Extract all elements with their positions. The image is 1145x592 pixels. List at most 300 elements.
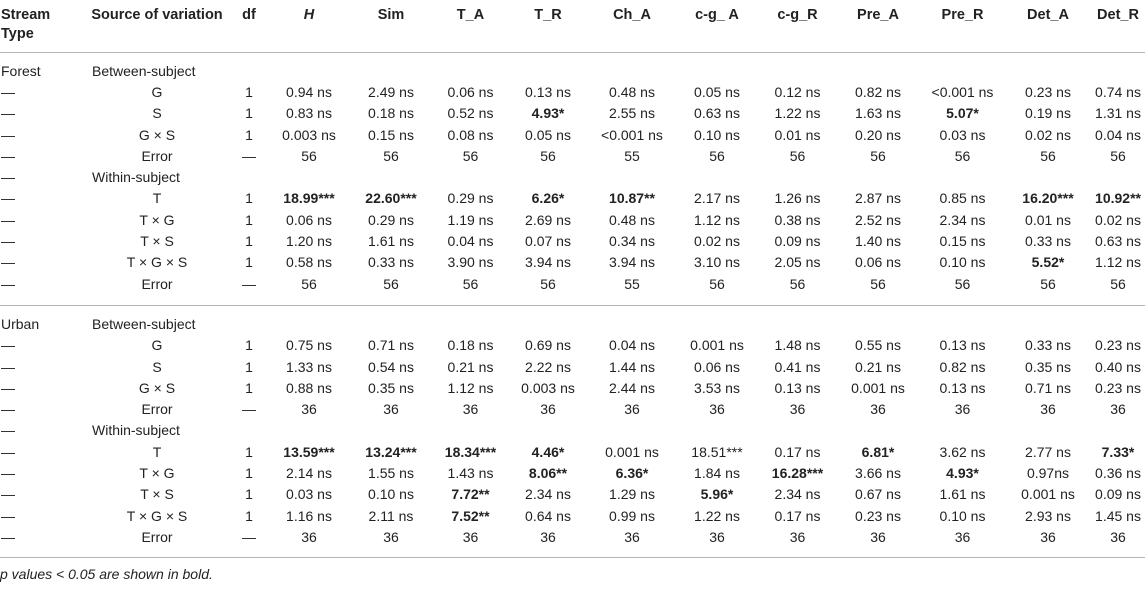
value-cell: 1.43 ns [447,464,494,481]
value-cell: 2.77 ns [1025,443,1071,460]
df-cell: 1 [245,379,253,396]
value-cell: 0.05 ns [694,83,740,100]
table-row [0,463,1145,484]
source-cell: G × S [138,126,176,143]
value-cell: 0.003 ns [282,126,336,143]
value-cell: 56 [1040,275,1056,292]
value-cell: 0.001 ns [605,443,659,460]
value-cell: 0.52 ns [447,105,494,122]
value-cell: 56 [1040,147,1056,164]
value-cell: 0.64 ns [525,507,571,524]
value-cell: 56 [709,275,725,292]
value-cell: 56 [954,275,971,292]
value-cell: 1.12 ns [447,379,494,396]
table-row [0,103,1145,124]
value-cell: 0.38 ns [774,211,821,228]
value-cell: 1.22 ns [694,507,740,524]
value-cell: 0.74 ns [1095,83,1141,100]
table-row [0,82,1145,103]
value-cell: 2.44 ns [609,379,655,396]
source-header: Source of variation [91,7,223,23]
value-cell: 18.51*** [691,443,743,460]
col-header-pre-a: Pre_A [857,7,899,23]
df-cell: 1 [245,443,253,460]
value-cell: 0.001 ns [1021,486,1075,503]
value-cell: 0.13 ns [939,379,986,396]
value-cell: 36 [624,401,640,418]
df-cell: 1 [245,254,253,271]
value-cell: 2.14 ns [286,464,332,481]
value-cell: 0.06 ns [694,358,740,375]
value-cell: 0.55 ns [855,337,901,354]
value-cell: 5.52* [1031,254,1065,271]
source-cell: T [152,443,162,460]
value-cell: 7.52** [451,507,490,524]
value-cell: 0.29 ns [368,211,414,228]
value-cell: 2.55 ns [609,105,655,122]
value-cell: 0.71 ns [1025,379,1071,396]
value-cell: 36 [383,401,399,418]
value-cell: 0.10 ns [694,126,740,143]
value-cell: 56 [1110,147,1126,164]
value-cell: 6.81* [861,443,895,460]
value-cell: 0.001 ns [851,379,905,396]
value-cell: 0.23 ns [1095,379,1141,396]
value-cell: 8.06** [528,464,568,481]
value-cell: 0.09 ns [774,233,821,250]
value-cell: 5.07* [946,105,979,122]
value-cell: 1.26 ns [774,190,821,207]
stream-type-cell: — [1,105,15,122]
value-cell: 0.10 ns [939,254,986,271]
value-cell: 0.10 ns [368,486,414,503]
value-cell: 1.31 ns [1095,105,1141,122]
table-row [0,335,1145,356]
value-cell: 2.34 ns [774,486,821,503]
value-cell: 0.36 ns [1095,464,1141,481]
table-row [0,442,1145,463]
value-cell: 0.04 ns [447,233,494,250]
footnote: p values < 0.05 are shown in bold. [0,566,213,583]
value-cell: 13.59*** [283,443,335,460]
col-header-pre-r: Pre_R [941,7,984,23]
source-cell: Error [141,528,173,545]
source-cell: T × G × S [126,254,188,271]
value-cell: 0.88 ns [286,379,332,396]
table-row [0,273,1145,305]
value-cell: 0.75 ns [286,337,332,354]
value-cell: 0.35 ns [368,379,414,396]
value-cell: 0.17 ns [774,443,821,460]
group-header-row [0,52,1145,82]
stream-type-cell: — [1,211,15,228]
value-cell: 0.03 ns [939,126,986,143]
value-cell: 3.66 ns [855,464,901,481]
value-cell: 18.99*** [283,190,335,207]
value-cell: 0.21 ns [447,358,494,375]
df-cell: 1 [245,507,253,524]
value-cell: 0.003 ns [521,379,575,396]
df-header: df [242,7,256,23]
col-header-det-a: Det_A [1027,7,1069,23]
value-cell: 2.17 ns [694,190,740,207]
value-cell: 0.17 ns [774,507,821,524]
table-row [0,231,1145,252]
stream-type-cell: — [1,507,15,524]
value-cell: 0.40 ns [1095,358,1141,375]
urban-section [0,305,1145,557]
source-cell: Error [141,147,173,164]
value-cell: 3.53 ns [694,379,740,396]
value-cell: 2.22 ns [525,358,571,375]
value-cell: 18.34*** [444,443,497,460]
value-cell: 2.34 ns [939,211,986,228]
value-cell: 0.06 ns [447,83,494,100]
value-cell: 1.45 ns [1095,507,1141,524]
table-row [0,505,1145,526]
header-row [0,0,1145,52]
source-cell: T × S [140,233,174,250]
value-cell: 36 [301,528,317,545]
value-cell: 56 [870,275,886,292]
df-cell: 1 [245,358,253,375]
value-cell: 0.33 ns [1025,337,1071,354]
table-row [0,378,1145,399]
value-cell: 7.33* [1101,443,1135,460]
value-cell: 36 [709,401,725,418]
source-cell: G [151,337,163,354]
value-cell: 1.55 ns [368,464,414,481]
value-cell: 0.63 ns [694,105,740,122]
source-cell: Error [141,401,173,418]
stream-type-cell: — [1,401,15,418]
value-cell: 1.48 ns [774,337,821,354]
value-cell: 0.15 ns [939,233,986,250]
value-cell: 56 [540,147,556,164]
stream-type-cell: — [1,169,15,186]
value-cell: 0.67 ns [855,486,901,503]
source-cell: T × G [139,211,175,228]
stream-type-cell: — [1,528,15,545]
df-cell: 1 [245,105,253,122]
table-row [0,124,1145,145]
value-cell: 0.05 ns [525,126,571,143]
stream-type-cell: Forest [1,62,41,79]
stream-type-cell: — [1,254,15,271]
value-cell: 0.23 ns [855,507,901,524]
value-cell: 0.001 ns [690,337,744,354]
value-cell: 55 [624,147,640,164]
value-cell: 0.82 ns [939,358,986,375]
value-cell: 0.34 ns [609,233,655,250]
value-cell: 56 [383,275,399,292]
source-cell: Error [141,275,173,292]
value-cell: 16.28*** [771,464,824,481]
value-cell: 36 [1040,401,1056,418]
value-cell: 1.33 ns [286,358,332,375]
value-cell: 36 [383,528,399,545]
value-cell: 0.12 ns [774,83,821,100]
value-cell: 2.52 ns [855,211,901,228]
value-cell: 0.19 ns [1025,105,1071,122]
value-cell: 6.26* [531,190,565,207]
df-cell: 1 [245,211,253,228]
value-cell: 5.96* [700,486,734,503]
table-row [0,356,1145,377]
stream-type-cell: — [1,83,15,100]
value-cell: 36 [624,528,640,545]
value-cell: 4.93* [531,105,565,122]
value-cell: 3.94 ns [609,254,655,271]
value-cell: 0.02 ns [1025,126,1071,143]
value-cell: 0.09 ns [1095,486,1141,503]
value-cell: 2.11 ns [368,507,414,524]
value-cell: 36 [870,401,886,418]
value-cell: 3.90 ns [447,254,494,271]
table-row [0,188,1145,209]
value-cell: 2.49 ns [368,83,414,100]
value-cell: 55 [624,275,640,292]
value-cell: 36 [709,528,725,545]
value-cell: 1.40 ns [855,233,901,250]
value-cell: 56 [1110,275,1126,292]
df-cell: 1 [245,83,253,100]
value-cell: 0.48 ns [609,83,655,100]
value-cell: 0.20 ns [855,126,901,143]
value-cell: 0.41 ns [774,358,821,375]
value-cell: 0.08 ns [447,126,494,143]
forest-section [0,52,1145,305]
value-cell: 36 [789,401,806,418]
group-label: Within-subject [92,422,180,439]
value-cell: 0.33 ns [1025,233,1071,250]
value-cell: 0.13 ns [525,83,571,100]
stream-type-cell: — [1,337,15,354]
value-cell: 0.01 ns [774,126,821,143]
value-cell: 36 [540,401,556,418]
value-cell: 4.93* [946,464,979,481]
df-cell: 1 [245,464,253,481]
stream-type-cell: — [1,464,15,481]
stream-type-cell: — [1,190,15,207]
value-cell: 0.85 ns [939,190,986,207]
source-cell: T × G [139,464,175,481]
value-cell: 0.69 ns [525,337,571,354]
value-cell: 0.58 ns [286,254,332,271]
df-cell: — [242,147,256,164]
value-cell: 56 [540,275,556,292]
value-cell: 0.29 ns [447,190,494,207]
value-cell: 56 [789,275,806,292]
value-cell: 56 [462,275,479,292]
value-cell: 0.13 ns [939,337,986,354]
value-cell: 1.22 ns [774,105,821,122]
source-cell: G × S [138,379,176,396]
value-cell: 36 [462,401,479,418]
value-cell: 1.61 ns [368,233,414,250]
value-cell: 1.29 ns [609,486,655,503]
value-cell: 56 [954,147,971,164]
value-cell: 2.34 ns [525,486,571,503]
value-cell: 2.93 ns [1025,507,1071,524]
value-cell: <0.001 ns [931,83,994,100]
value-cell: 0.02 ns [694,233,740,250]
stream-type-cell: — [1,486,15,503]
df-cell: 1 [245,190,253,207]
df-cell: 1 [245,337,253,354]
col-header-cg-a: c-g_ A [695,7,739,23]
table-row [0,146,1145,167]
value-cell: 0.48 ns [609,211,655,228]
stream-type-cell: — [1,275,15,292]
value-cell: 1.84 ns [694,464,740,481]
value-cell: 0.01 ns [1025,211,1071,228]
value-cell: 4.46* [531,443,565,460]
source-cell: T [152,190,162,207]
value-cell: 0.99 ns [609,507,655,524]
col-header-h: H [303,7,315,23]
value-cell: 0.15 ns [368,126,414,143]
source-cell: T × G × S [126,507,188,524]
col-header-det-r: Det_R [1097,7,1139,23]
value-cell: 0.18 ns [368,105,414,122]
value-cell: 0.54 ns [368,358,414,375]
df-cell: 1 [245,233,253,250]
value-cell: 0.35 ns [1025,358,1071,375]
value-cell: 3.94 ns [525,254,571,271]
group-header-row [0,167,1145,188]
value-cell: 0.94 ns [286,83,332,100]
stream-type-header: Stream Type [1,7,51,42]
value-cell: 0.23 ns [1025,83,1071,100]
group-label: Between-subject [92,315,196,332]
group-label: Within-subject [92,169,180,186]
value-cell: 36 [1110,401,1126,418]
table-row [0,399,1145,420]
value-cell: 16.20*** [1022,190,1074,207]
value-cell: 36 [540,528,556,545]
stream-type-cell: Urban [1,315,40,332]
value-cell: 0.07 ns [525,233,571,250]
value-cell: 2.05 ns [774,254,821,271]
value-cell: 0.03 ns [286,486,332,503]
value-cell: 56 [301,275,317,292]
group-header-row [0,420,1145,441]
value-cell: 56 [709,147,725,164]
value-cell: 56 [789,147,806,164]
value-cell: 36 [789,528,806,545]
value-cell: 0.82 ns [855,83,901,100]
group-header-row [0,305,1145,335]
value-cell: 36 [954,401,971,418]
value-cell: 3.10 ns [694,254,740,271]
value-cell: 36 [1110,528,1126,545]
value-cell: 1.61 ns [939,486,986,503]
value-cell: 36 [870,528,886,545]
stream-type-cell: — [1,233,15,250]
value-cell: 0.06 ns [855,254,901,271]
value-cell: 1.63 ns [855,105,901,122]
value-cell: 10.87** [609,190,655,207]
value-cell: 2.69 ns [525,211,571,228]
value-cell: 0.63 ns [1095,233,1141,250]
col-header-ch-a: Ch_A [613,7,651,23]
value-cell: 0.71 ns [368,337,414,354]
value-cell: 36 [301,401,317,418]
stream-type-cell: — [1,379,15,396]
table-row [0,252,1145,273]
stream-type-cell: — [1,126,15,143]
value-cell: 1.12 ns [1095,254,1141,271]
value-cell: <0.001 ns [601,126,663,143]
df-cell: — [242,275,256,292]
table-row [0,210,1145,231]
value-cell: 10.92** [1095,190,1141,207]
value-cell: 56 [462,147,479,164]
df-cell: 1 [245,486,253,503]
table-row [0,527,1145,558]
value-cell: 0.13 ns [774,379,821,396]
stream-type-cell: — [1,147,15,164]
value-cell: 1.12 ns [694,211,740,228]
value-cell: 13.24*** [365,443,417,460]
col-header-t-r: T_R [534,7,562,23]
value-cell: 0.23 ns [1095,337,1141,354]
col-header-t-a: T_A [456,7,485,23]
value-cell: 0.02 ns [1095,211,1141,228]
value-cell: 0.04 ns [1095,126,1141,143]
value-cell: 0.97ns [1026,464,1070,481]
value-cell: 22.60*** [365,190,417,207]
value-cell: 2.87 ns [855,190,901,207]
source-cell: S [152,358,162,375]
value-cell: 6.36* [615,464,649,481]
value-cell: 7.72** [451,486,490,503]
value-cell: 0.06 ns [286,211,332,228]
stream-type-cell: — [1,422,15,439]
value-cell: 0.10 ns [939,507,986,524]
col-header-cg-r: c-g_R [777,7,818,23]
value-cell: 56 [383,147,399,164]
value-cell: 1.19 ns [447,211,494,228]
df-cell: — [242,401,256,418]
value-cell: 0.18 ns [447,337,494,354]
df-cell: 1 [245,126,253,143]
value-cell: 0.33 ns [368,254,414,271]
value-cell: 0.04 ns [609,337,655,354]
stream-type-cell: — [1,443,15,460]
value-cell: 1.44 ns [609,358,655,375]
value-cell: 36 [954,528,971,545]
source-cell: T × S [140,486,174,503]
table-row [0,484,1145,505]
df-cell: — [242,528,256,545]
source-cell: G [151,83,163,100]
value-cell: 56 [870,147,886,164]
value-cell: 56 [301,147,317,164]
value-cell: 3.62 ns [939,443,986,460]
value-cell: 36 [462,528,479,545]
col-header-sim: Sim [377,7,405,23]
value-cell: 1.20 ns [286,233,332,250]
value-cell: 36 [1040,528,1056,545]
value-cell: 0.21 ns [855,358,901,375]
value-cell: 1.16 ns [286,507,332,524]
stream-type-cell: — [1,358,15,375]
group-label: Between-subject [92,62,196,79]
source-cell: S [152,105,162,122]
value-cell: 0.83 ns [286,105,332,122]
